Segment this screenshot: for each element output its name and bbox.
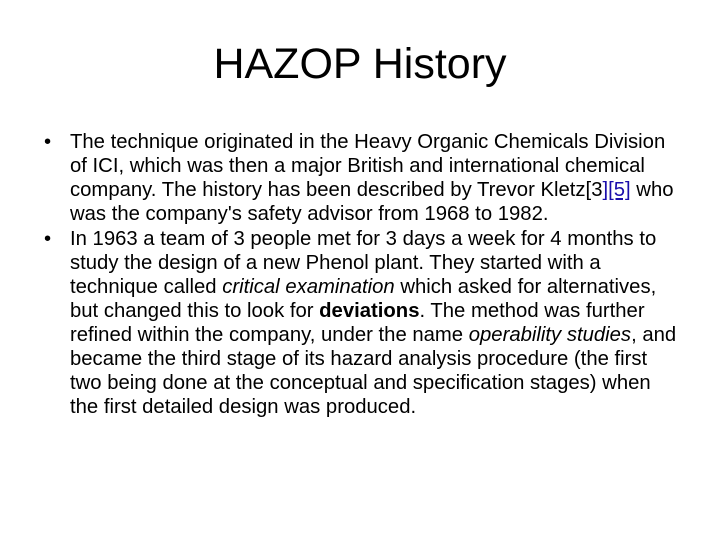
term-deviations: deviations <box>319 300 420 322</box>
bullet-2-text-b: which asked for alternatives, but changed this to look for <box>70 276 657 322</box>
bullet-icon: • <box>44 131 52 153</box>
bullet-1-text-b: who was the company's safety advisor from 1968 to 1982. <box>70 179 674 225</box>
bullet-item-2 <box>44 227 684 419</box>
bullet-2-text-c: . The method was further refined within the company, under the name <box>70 300 645 346</box>
citation-link[interactable]: ][5] <box>602 179 631 201</box>
bullet-icon: • <box>44 228 52 250</box>
bullet-item-1 <box>44 130 684 226</box>
term-critical-examination: critical examination <box>222 276 395 298</box>
term-operability-studies: operability studies <box>468 324 632 346</box>
bullet-list <box>44 130 684 420</box>
bullet-2-text-a: In 1963 a team of 3 people met for 3 days a week for 4 months to study the design of a new Phenol plant. They started with a technique called <box>70 228 657 298</box>
bullet-2-text-d: , and became the third stage of its hazard analysis procedure (the first two being done at the conceptual and specification stages) when the first detailed design was produced. <box>70 324 677 418</box>
bullet-1-text-a: The technique originated in the Heavy Organic Chemicals Division of ICI, which was then a major British and international chemical company. The history has been described by Trevor Kletz[3 <box>70 131 666 201</box>
slide-title: HAZOP History <box>213 40 507 88</box>
